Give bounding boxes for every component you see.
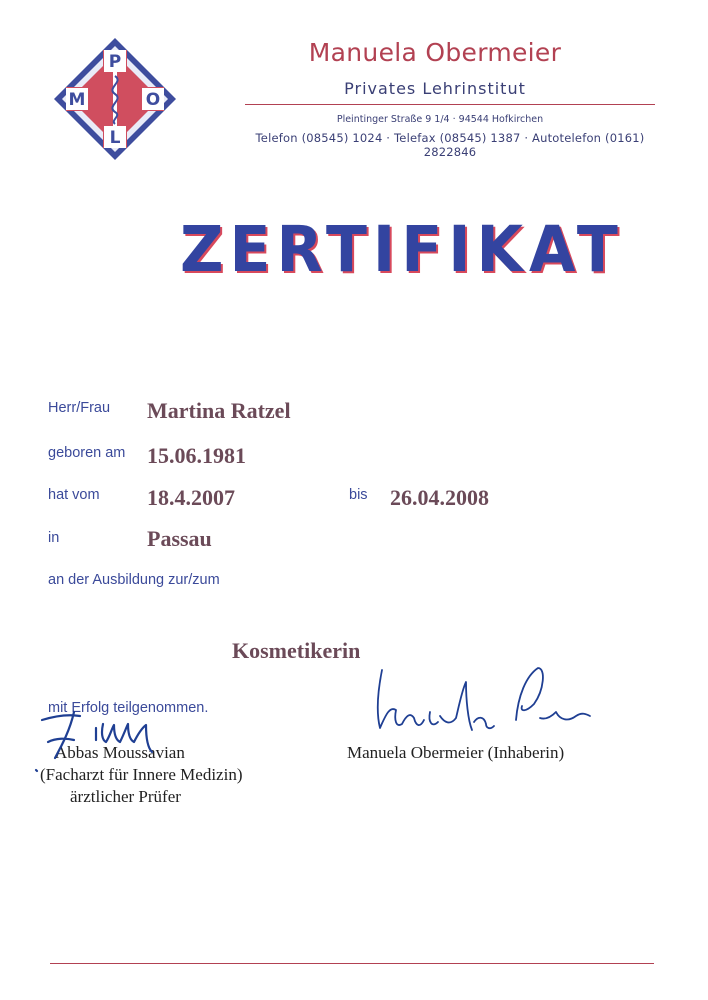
name-value: Martina Ratzel — [147, 398, 291, 423]
name-label: Herr/Frau — [48, 400, 111, 416]
examiner-title: ärztlicher Prüfer — [70, 787, 181, 806]
institute-address: Pleintinger Straße 9 1/4 · 94544 Hofkirchen — [336, 114, 544, 125]
from-label: hat vom — [48, 487, 100, 503]
institute-subtitle: Privates Lehrinstitut — [344, 79, 526, 98]
success-text: mit Erfolg teilgenommen. — [48, 700, 209, 716]
owner-signature — [378, 668, 590, 730]
in-value: Passau — [147, 526, 212, 551]
institute-name: Manuela Obermeier — [308, 38, 562, 67]
born-value: 15.06.1981 — [147, 443, 246, 468]
logo-letter-l: L — [109, 128, 121, 148]
born-label: geboren am — [48, 445, 126, 461]
in-label: in — [48, 530, 60, 546]
footer-divider — [50, 963, 654, 964]
logo-letter-p: P — [108, 52, 122, 72]
from-value: 18.4.2007 — [147, 485, 235, 510]
examiner-signature — [36, 712, 152, 771]
to-label: bis — [349, 487, 368, 503]
institute-phones: Telefon (08545) 1024 · Telefax (08545) 1387 · Autotelefon (0161) 2822846 — [255, 131, 645, 159]
to-value: 26.04.2008 — [390, 485, 489, 510]
logo-letter-m: M — [68, 90, 86, 110]
examiner-role: (Facharzt für Innere Medizin) — [40, 765, 243, 784]
profession-value: Kosmetikerin — [232, 638, 361, 663]
logo-letter-o: O — [145, 90, 161, 110]
examiner-name: Abbas Moussavian — [55, 743, 185, 762]
owner-name: Manuela Obermeier (Inhaberin) — [347, 743, 565, 762]
training-text: an der Ausbildung zur/zum — [48, 572, 220, 588]
certificate-title: ZERTIFIKAT — [180, 213, 624, 287]
